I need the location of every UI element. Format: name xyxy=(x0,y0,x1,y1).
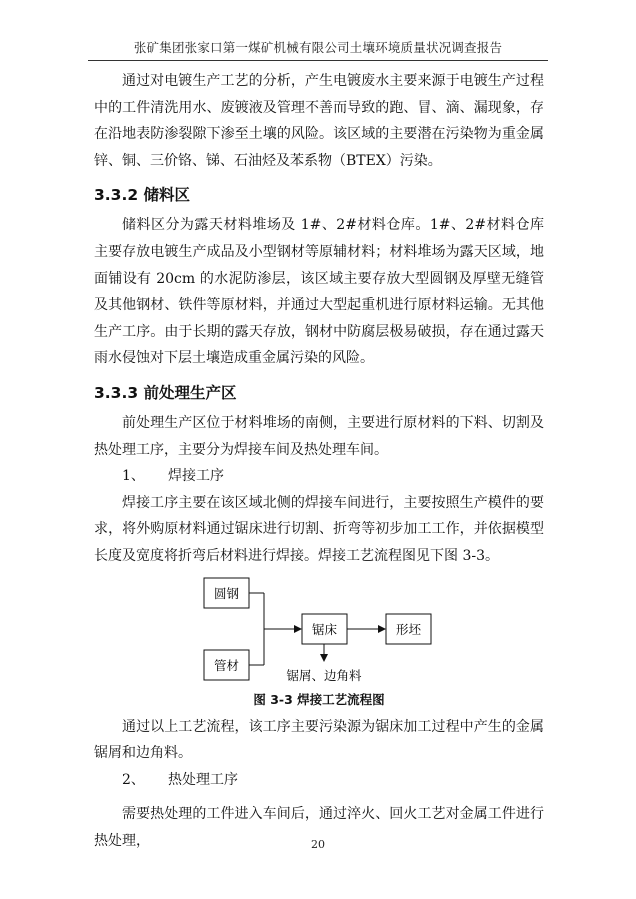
label-saw: 锯床 xyxy=(311,621,338,637)
list-label: 焊接工序 xyxy=(168,468,224,485)
list-item-welding xyxy=(94,463,544,490)
list-number: 1、 xyxy=(122,468,145,485)
paragraph-electroplating: 通过对电镀生产工艺的分析，产生电镀废水主要来源于电镀生产过程中的工件清洗用水、废镀液及管理不善而导致的跑、冒、滴、漏现象，存在沿地表防渗裂隙下渗至土壤的风险。该区域的主要潜在污染物为重金属锌、铜、三价铬、锑、石油烃及苯系物（BTEX）污染。 xyxy=(94,73,544,169)
paragraph-pollution-source: 通过以上工艺流程，该工序主要污染源为锯床加工过程中产生的金属锯屑和边角料。 xyxy=(94,718,544,762)
paragraph-welding: 焊接工序主要在该区域北侧的焊接车间进行，主要按照生产模件的要求，将外购原材料通过锯床进行切割、折弯等初步加工工作，并依据模型长度及宽度将折弯后材料进行焊接。焊接工艺流程图见下图 3-3。 xyxy=(94,494,544,564)
label-blank: 形坯 xyxy=(395,621,422,637)
label-output: 锯屑、边角料 xyxy=(286,667,362,683)
paragraph-storage: 储料区分为露天材料堆场及 1#、2#材料仓库。1#、2#材料仓库主要存放电镀生产成品及小型钢材等原辅材料；材料堆场为露天区域，地面铺设有 20cm 的水泥防渗层，该区域主要存放大型圆钢及厚壁无缝管及其他钢材、铁件等原材料，并通过大型起重机进行原材料运输。无其他生产工序。由于长期的露天存放，钢材中防腐层极易破损，存在通过露天雨水侵蚀对下层土壤造成重金属污染的风险。 xyxy=(94,217,544,367)
document-body xyxy=(94,68,544,854)
page-number: 20 xyxy=(311,838,325,851)
list-item-heat-treatment xyxy=(94,767,544,794)
paragraph-heat-treatment: 需要热处理的工件进入车间后，通过淬火、回火工艺对金属工件进行热处理， xyxy=(94,806,544,849)
section-heading-storage: 3.3.2 储料区 xyxy=(94,186,191,205)
list-number: 2、 xyxy=(122,771,145,788)
list-label: 热处理工序 xyxy=(168,771,238,788)
section-heading-pretreatment: 3.3.3 前处理生产区 xyxy=(94,383,237,402)
label-pipe: 管材 xyxy=(213,657,240,673)
flow-diagram-svg xyxy=(94,576,544,686)
label-round-steel: 圆钢 xyxy=(213,585,240,601)
paragraph-pretreatment: 前处理生产区位于材料堆场的南侧，主要进行原材料的下料、切割及热处理工序，主要分为焊接车间及热处理车间。 xyxy=(94,414,544,458)
welding-flow-diagram xyxy=(94,576,544,686)
figure-caption: 图 3-3 焊接工艺流程图 xyxy=(253,691,385,707)
running-header: 张矿集团张家口第一煤矿机械有限公司土壤环境质量状况调查报告 xyxy=(88,38,548,61)
